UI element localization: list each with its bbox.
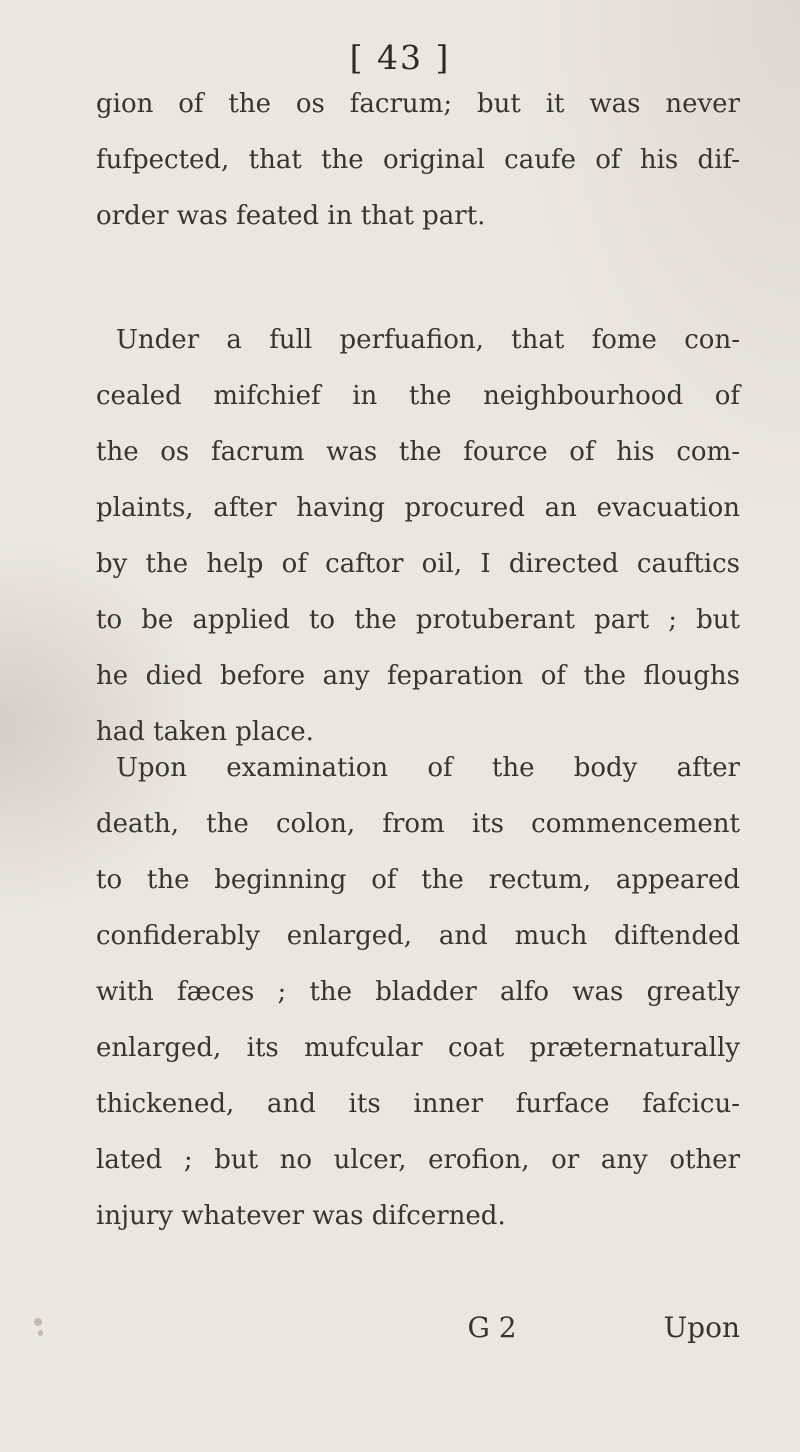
page-number: [ 43 ] <box>349 38 451 77</box>
text-line: had taken place. <box>96 717 314 747</box>
text-line: lated ; but no ulcer, erofion, or any other <box>96 1145 740 1175</box>
text-line: death, the colon, from its commencement <box>96 809 740 839</box>
page-footer <box>96 1300 740 1356</box>
text-line: confiderably enlarged, and much diftended <box>96 921 740 951</box>
signature-mark: G 2 <box>467 1311 517 1344</box>
text-line: enlarged, its mufcular coat præternaturally <box>96 1033 740 1063</box>
text-line: to be applied to the protuberant part ; but <box>96 605 740 635</box>
text-line: Upon examination of the body after <box>116 753 740 783</box>
text-line: the os facrum was the fource of his com- <box>96 437 740 467</box>
catchword: Upon <box>663 1311 740 1344</box>
text-line: fufpected, that the original caufe of his dif- <box>96 145 740 175</box>
paragraph-2 <box>96 312 740 760</box>
text-line: he died before any feparation of the floughs <box>96 661 740 691</box>
text-line: gion of the os facrum; but it was never <box>96 89 740 119</box>
ink-spot <box>34 1318 42 1326</box>
ink-spot <box>38 1330 43 1336</box>
text-line: order was feated in that part. <box>96 201 486 231</box>
paragraph-1 <box>96 76 740 244</box>
text-line: with fæces ; the bladder alfo was greatly <box>96 977 740 1007</box>
text-line: to the beginning of the rectum, appeared <box>96 865 740 895</box>
text-line: thickened, and its inner furface fafcicu- <box>96 1089 740 1119</box>
text-line: plaints, after having procured an evacuation <box>96 493 740 523</box>
text-line: Under a full perfuafion, that fome con- <box>116 325 740 355</box>
text-line: by the help of caftor oil, I directed cauftics <box>96 549 740 579</box>
text-line: injury whatever was difcerned. <box>96 1201 506 1231</box>
text-line: cealed mifchief in the neighbourhood of <box>96 381 740 411</box>
paragraph-3 <box>96 740 740 1244</box>
